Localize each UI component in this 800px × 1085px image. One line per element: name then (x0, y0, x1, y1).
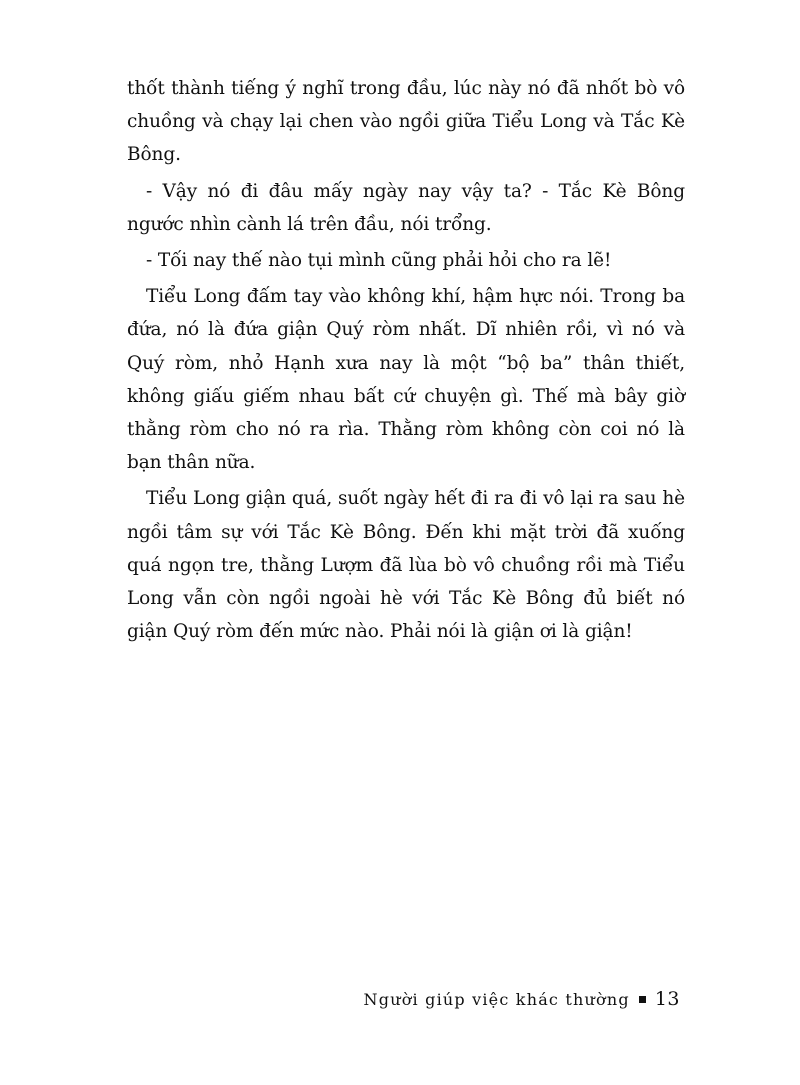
paragraph-dialogue-2: - Tối nay thế nào tụi mình cũng phải hỏi cho ra lẽ! (146, 250, 612, 272)
page-number: 13 (654, 988, 680, 1010)
paragraph-continuation: thốt thành tiếng ý nghĩ trong đầu, lúc này nó đã nhốt bò vô chuồng và chạy lại chen vào ngồi giữa Tiểu Long và Tắc Kè Bông. (127, 78, 685, 166)
paragraph-narration-2: Tiểu Long giận quá, suốt ngày hết đi ra đi vô lại ra sau hè ngồi tâm sự với Tắc Kè Bông. Đến khi mặt trời đã xuống quá ngọn tre, thằng Lượm đã lùa bò vô chuồng rồi mà Tiểu Long vẫn còn ngồi ngoài hè với Tắc Kè Bông đủ biết nó giận Quý ròm đến mức nào. Phải nói là giận ơi là giận! (127, 488, 685, 643)
paragraph-narration-1: Tiểu Long đấm tay vào không khí, hậm hực nói. Trong ba đứa, nó là đứa giận Quý ròm nhất. Dĩ nhiên rồi, vì nó và Quý ròm, nhỏ Hạnh xưa nay là một “bộ ba” thân thiết, không giấu giếm nhau bất cứ chuyện gì. Thế mà bây giờ thằng ròm cho nó ra rìa. Thằng ròm không còn coi nó là bạn thân nữa. (127, 286, 685, 474)
paragraph-dialogue-1: - Vậy nó đi đâu mấy ngày nay vậy ta? - Tắc Kè Bông ngước nhìn cành lá trên đầu, nói trổng. (127, 180, 685, 235)
square-bullet-icon (639, 996, 646, 1003)
page-footer (364, 988, 680, 1010)
book-title: Người giúp việc khác thường (363, 989, 630, 1009)
page-body (127, 72, 685, 651)
